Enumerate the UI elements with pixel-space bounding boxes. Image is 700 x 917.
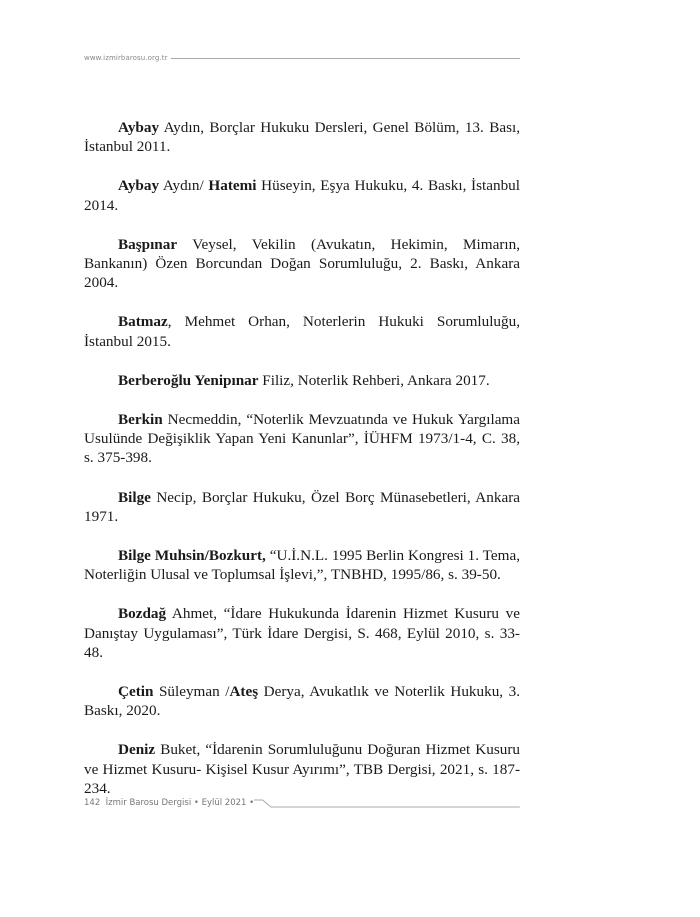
entry-author: Berberoğlu Yenipınar	[118, 371, 259, 389]
entry-author: Çetin	[118, 683, 154, 701]
bibliography-entry	[84, 488, 520, 526]
entry-author: Batmaz	[118, 313, 168, 331]
page-header	[84, 54, 520, 62]
entry-text: Veysel, Vekilin (Avukatın, Hekimin, Mimarın, Bankanın) Özen Borcundan Doğan Sorumluluğu, 2. Baskı, Ankara 2004.	[84, 235, 520, 292]
entry-author: Aybay	[118, 119, 160, 136]
entry-author: Aybay	[118, 177, 160, 195]
entry-text: Derya, Avukatlık ve Noterlik Hukuku, 3. Baskı, 2020.	[84, 683, 521, 720]
bibliography-entry	[84, 410, 520, 468]
bibliography-entry	[84, 118, 520, 156]
entry-author: Deniz	[118, 741, 156, 759]
bibliography-entry	[84, 235, 520, 293]
entry-author: Berkin	[118, 411, 163, 429]
bibliography-entry	[84, 546, 520, 584]
entry-text: Süleyman /	[153, 683, 230, 701]
header-url: www.izmirbarosu.org.tr	[84, 54, 168, 62]
bibliography-entry	[84, 176, 520, 214]
entry-text: Necip, Borçlar Hukuku, Özel Borç Münasebetleri, Ankara 1971.	[84, 488, 520, 525]
bibliography-entry	[84, 371, 520, 390]
bibliography-entry	[84, 604, 520, 662]
entry-author: Hatemi	[208, 177, 257, 195]
entry-text: Ahmet, “İdare Hukukunda İdarenin Hizmet Kusuru ve Danıştay Uygulaması”, Türk İdare Dergisi, S. 468, Eylül 2010, s. 33-48.	[84, 605, 520, 661]
footer-rule	[254, 799, 520, 811]
entry-text: Aydın/	[159, 177, 209, 195]
entry-text: “U.İ.N.L. 1995 Berlin Kongresi 1. Tema, Noterliğin Ulusal ve Toplumsal İşlevi,”, TNBHD, 1995/86, s. 39-50.	[84, 547, 520, 584]
entry-author: Bozdağ	[118, 605, 167, 623]
entry-text: Filiz, Noterlik Rehberi, Ankara 2017.	[258, 371, 490, 389]
entry-text: , Mehmet Orhan, Noterlerin Hukuki Sorumluluğu, İstanbul 2015.	[84, 313, 520, 350]
entry-text: Hüseyin, Eşya Hukuku, 4. Baskı, İstanbul 2014.	[84, 177, 520, 214]
entry-author: Başpınar	[118, 235, 178, 253]
entry-text: Aydın, Borçlar Hukuku Dersleri, Genel Bölüm, 13. Bası, İstanbul 2011.	[84, 119, 520, 156]
entry-author: Bilge	[118, 488, 151, 506]
entry-author: Bilge Muhsin/Bozkurt,	[118, 547, 266, 565]
bibliography-entry	[84, 740, 520, 798]
page-number: 142	[84, 798, 101, 808]
bibliography-entry	[84, 682, 520, 720]
entry-text: Buket, “İdarenin Sorumluluğunu Doğuran Hizmet Kusuru ve Hizmet Kusuru- Kişisel Kusur Ayırımı”, TBB Dergisi, 2021, s. 187-234.	[84, 741, 520, 797]
entry-author: Ateş	[229, 683, 259, 701]
header-rule	[171, 58, 520, 59]
bibliography-entry	[84, 312, 520, 350]
page-footer	[84, 798, 520, 811]
bibliography-list	[84, 118, 520, 818]
entry-text: Necmeddin, “Noterlik Mevzuatında ve Hukuk Yargılama Usulünde Değişiklik Yapan Yeni Kanunlar”, İÜHFM 1973/1-4, C. 38, s. 375-398.	[84, 411, 520, 467]
journal-name: İzmir Barosu Dergisi • Eylül 2021 •	[105, 798, 255, 808]
